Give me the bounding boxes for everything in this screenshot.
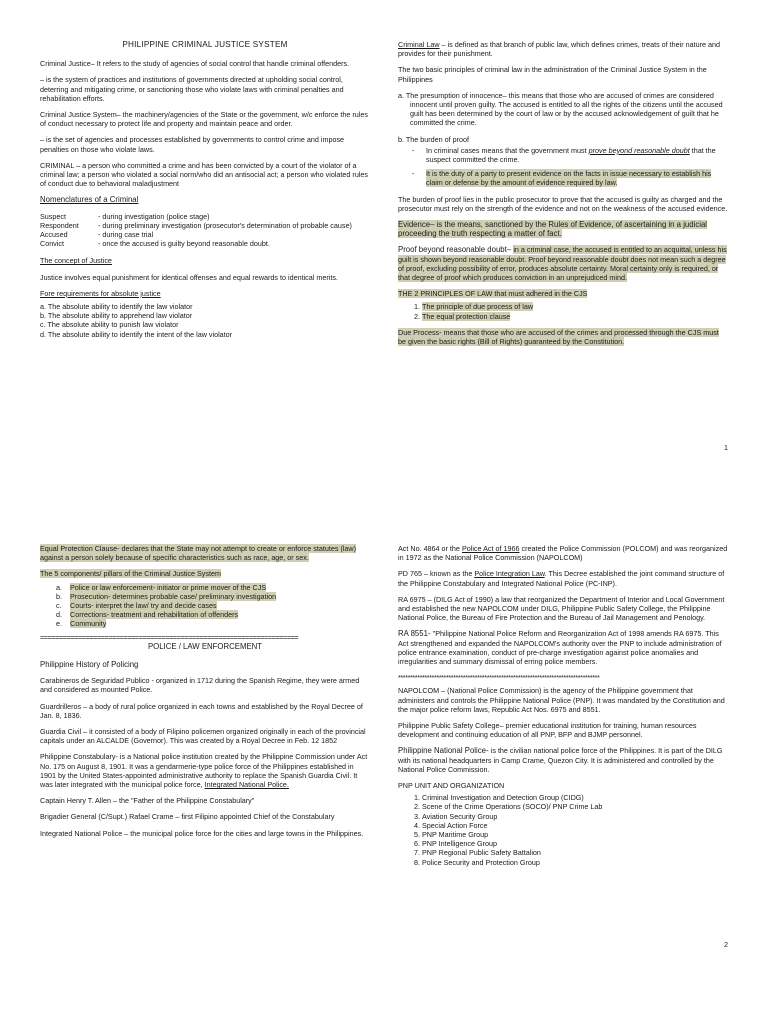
policing-history-heading: Philippine History of Policing <box>40 660 139 670</box>
text: Act No. 4864 or the <box>398 544 462 553</box>
pd-765-entry <box>398 569 728 587</box>
absolute-justice-list <box>40 302 370 339</box>
table-row <box>40 212 352 221</box>
definition: - once the accused is guilty beyond reasonable doubt. <box>98 239 270 249</box>
list-item: d. The absolute ability to identify the intent of the law violator <box>40 329 233 339</box>
page-2 <box>0 530 768 1024</box>
list-item: 7. PNP Regional Public Safety Battalion <box>422 848 728 857</box>
act-4864-entry <box>398 544 728 562</box>
page-number: 2 <box>724 940 728 949</box>
allen-entry: Captain Henry T. Allen – the "Father of the Philippine Constabulary" <box>40 796 255 806</box>
highlighted-text: Evidence– is the means, sanctioned by the Rules of Evidence, of ascertaining in a judicial proceeding the truth respecting a matter of fact. <box>398 220 708 239</box>
due-process-definition <box>398 328 728 346</box>
list-marker: b. <box>56 591 62 601</box>
napolcom-entry: NAPOLCOM – (National Police Commission) is the agency of the Philippine government that administers and controls the Philippine National Police (PNP). It was mandated by the Constitution and the major police reform laws, Republic Act Nos. 6975 and 8551. <box>398 686 725 714</box>
page-number: 1 <box>724 443 728 452</box>
underlined-text: Police Act of 1966 <box>461 544 520 553</box>
ppsc-entry: Philippine Public Safety College– premier educational institution for training, human resources development and continuing education of all PNP, BFP and BJMP personnel. <box>398 721 697 740</box>
definition: - during case trial <box>98 230 154 240</box>
list-marker: e. <box>56 619 62 629</box>
list-item <box>56 592 370 601</box>
two-principles-heading: The two basic principles of criminal law in the administration of the Criminal Justice System in the Philippines <box>398 65 707 84</box>
list-marker: d. <box>56 610 62 620</box>
criminal-justice-definition-2: – is the system of practices and institutions of governments directed at upholding social control, deterring and mitigating crime, or sanctioning those who violate laws with criminal penalties and rehabilitation efforts. <box>40 75 344 103</box>
term: Respondent <box>40 220 79 230</box>
crame-entry: Brigadier General (C/Supt.) Rafael Crame – first Filipino appointed Chief of the Constabulary <box>40 812 335 822</box>
burden-of-proof-list <box>398 146 728 188</box>
term: Accused <box>40 230 68 240</box>
highlighted-text: Police or law enforcement- initiator or prime mover of the CJS <box>70 582 267 592</box>
page2-right-column <box>398 544 728 874</box>
highlighted-text: Due Process- means that those who are accused of the crimes and processed through the CJS must be given the basic rights (Bill of Rights) guaranteed by the Constitution. <box>398 327 719 347</box>
list-item: 5. PNP Maritime Group <box>422 830 728 839</box>
term: Convict <box>40 239 64 249</box>
list-item: c. The absolute ability to punish law violator <box>40 320 179 330</box>
definition: - during investigation (police stage) <box>98 211 210 221</box>
highlighted-text: Prosecution- determines probable case/ preliminary investigation <box>70 591 277 601</box>
text: created the Police Commission (POLCOM) and was reorganized in 1972 as the National Police Commission (NAPOLCOM) <box>398 544 728 563</box>
page-1 <box>0 0 768 470</box>
list-item: a. The absolute ability to identify the law violator <box>40 302 193 312</box>
highlighted-text: The principle of due process of law <box>422 302 534 312</box>
text: PD 765 – known as the <box>398 569 475 579</box>
list-marker: a. <box>56 582 62 592</box>
highlighted-text: The 5 components/ pillars of the Criminal Justice System <box>40 569 221 579</box>
page1-right-column <box>398 40 728 353</box>
list-item <box>56 601 370 610</box>
definition: - during preliminary investigation (prosecutor's determination of probable cause) <box>98 220 352 230</box>
page1-left-column <box>40 40 370 339</box>
text: RA 8551- <box>398 629 433 639</box>
highlighted-text: The equal protection clause <box>422 311 511 321</box>
underlined-text: Police Integration Law <box>474 569 545 579</box>
list-item <box>56 610 370 619</box>
pnp-entry <box>398 746 728 774</box>
carabineros-entry: Carabineros de Seguridad Publico - organized in 1712 during the Spanish Regime, they were armed and considered as mounted Police. <box>40 676 360 695</box>
evidence-definition <box>398 220 728 238</box>
burden-of-proof-paragraph: The burden of proof lies in the public prosecutor to prove that the accused is guilty as charged and the prosecutor must rely on the strength of the evidence and not on the weakness of the accused evidence. <box>398 194 728 213</box>
underlined-text: Integrated National Police. <box>204 780 289 790</box>
list-item <box>412 169 728 187</box>
term: Proof beyond reasonable doubt– <box>398 245 514 255</box>
list-item <box>422 302 728 311</box>
justice-concept-text: Justice involves equal punishment for identical offenses and equal rewards to identical merits. <box>40 272 338 282</box>
highlighted-text: THE 2 PRINCIPLES OF LAW that must adhered in the CJS <box>398 289 588 299</box>
cjs-definition: Criminal Justice System– the machinery/agencies of the State or the government, w/c enforce the rules of conduct necessary to protect life and property and maintain peace and order. <box>40 110 368 129</box>
text: is the civilian national police force of the Philippines. It is part of the DILG with its national headquarters in Camp Crame, Quezon City. It is administered and controlled by the National Police Commission. <box>398 746 723 774</box>
list-item <box>412 146 728 164</box>
text: Philippine Constabulary- is a National police institution created by the Philippine Commission under Act No. 175 on August 8, 1901. It was a gendarmerie-type police force of the Philippines established in 1901 by the United States-appointed administrative authority to replace the Spanish Guardia Civil. It was later integrated with the municipal police force, <box>40 752 368 790</box>
table-row <box>40 239 352 248</box>
highlighted-text: Corrections- treatment and rehabilitation of offenders <box>70 610 239 620</box>
nomenclature-table <box>40 212 352 249</box>
highlighted-text: Community <box>70 619 107 629</box>
highlighted-text: Courts- interpret the law/ try and decide cases <box>70 601 217 611</box>
police-section-title: POLICE / LAW ENFORCEMENT <box>147 641 263 651</box>
list-item <box>56 619 370 628</box>
law-principles-list <box>398 302 728 320</box>
document-title: PHILIPPINE CRIMINAL JUSTICE SYSTEM <box>122 40 288 49</box>
criminal-law-term: Criminal Law <box>398 40 440 49</box>
ra-6975-entry: RA 6975 – (DILG Act of 1990) a law that reorganized the Department of Interior and Local Government and established the new NAPOLCOM under DILG, Philippine Public Safety College, the Philippine National Police, the Bureau of Fire Protection and the Bureau of Jail Management and Penology. <box>398 594 725 623</box>
nomenclatures-heading: Nomenclatures of a Criminal <box>40 195 139 205</box>
five-pillars-heading <box>40 569 370 578</box>
list-item: 8. Police Security and Protection Group <box>422 858 728 867</box>
page2-left-column <box>40 544 370 845</box>
text: In criminal cases means that the government must <box>426 145 589 155</box>
list-item <box>422 312 728 321</box>
highlighted-text: Equal Protection Clause- declares that the State may not attempt to create or enforce statutes (law) against a person solely because of specific characteristics such as race, age, or sex. <box>40 544 357 563</box>
list-item: 1. Criminal Investigation and Detection Group (CIDG) <box>422 793 728 802</box>
term: Suspect <box>40 211 66 221</box>
list-item: 6. PNP Intelligence Group <box>422 839 728 848</box>
criminal-justice-definition: Criminal Justice– It refers to the study of agencies of social control that handle criminal offenders. <box>40 59 350 69</box>
five-pillars-list <box>40 583 370 629</box>
proof-beyond-doubt <box>398 245 728 282</box>
text: that the suspect committed the crime. <box>426 145 716 165</box>
pnp-units-list <box>398 793 728 867</box>
text: "Philippine National Police Reform and Reorganization Act of 1998 amends RA 6975. This Act strengthened and expanded the NAPOLCOM's authority over the PNP to include administration of police entrance examination, conduct of pre-charge investigation against police anomalies and irregularities and summary dismissal of erring police members. <box>398 629 722 667</box>
criminal-definition: CRIMINAL – a person who committed a crime and has been convicted by a court of the violator of a criminal law; a person who violated a social norm/who did an antisocial act; a person who violated rules of conduct due to behavioral maladjustment <box>40 160 368 189</box>
text: Philippine National Police- <box>398 746 491 756</box>
list-item: 4. Special Action Force <box>422 821 728 830</box>
two-law-principles-heading <box>398 289 728 298</box>
equal-protection-clause <box>40 544 370 562</box>
highlighted-text: It is the duty of a party to present evidence on the facts in issue necessary to establish his claim or defense by the amount of evidence required by law. <box>426 169 712 188</box>
cjs-definition-2: – is the set of agencies and processes established by governments to control crime and impose penalties on those who violate laws. <box>40 135 345 154</box>
table-row <box>40 230 352 239</box>
list-item: 2. Scene of the Crime Operations (SOCO)/ PNP Crime Lab <box>422 802 728 811</box>
list-item: b. The absolute ability to apprehend law violator <box>40 311 193 321</box>
list-item <box>56 583 370 592</box>
highlighted-text: in a criminal case, the accused is entitled to an acquittal, unless his guilt is shown beyond reasonable doubt. Proof beyond reasonable doubt does not mean such a degree of proof, excluding possibility of error, produces absolute certainty. Moral certainty only is required, or that degree of proof which produces conviction in an unprejudiced mind. <box>398 245 727 283</box>
text: . This Decree established the joint command structure of the Philippine Constabulary and Integrated National Police (PC-INP). <box>398 569 725 588</box>
inp-entry: Integrated National Police – the municipal police force for the cities and large towns in the Philippines. <box>40 828 364 838</box>
criminal-law-text: – is defined as that branch of public law, which defines crimes, treats of their nature and provides for their punishment. <box>398 40 721 59</box>
justice-concept-heading: The concept of Justice <box>40 256 112 266</box>
burden-of-proof-heading: b. The burden of proof <box>398 134 469 144</box>
guardrilleros-entry: Guardrilleros – a body of rural police organized in each towns and established by the Royal Decree of Jan. 8, 1836. <box>40 701 363 720</box>
guardia-civil-entry: Guardia Civil – it consisted of a body of Filipino policemen organized originally in each of the provincial capitals under an ALCALDE (Governor). This was created by a Royal Decree in Feb. 12 1852 <box>40 727 366 746</box>
table-row <box>40 221 352 230</box>
section-separator: ==================================================================== <box>40 632 299 642</box>
presumption-of-innocence: a. The presumption of innocence– this means that those who are accused of crimes are considered innocent until proven guilty. The accused is entitled to all the rights of the citizens until the accused guilt has been determined by the court of law or by the accused acknowledgement of guilt that he committed the crime. <box>398 90 723 128</box>
star-separator: ************************************************************************************ <box>398 673 600 683</box>
criminal-law-definition <box>398 40 728 58</box>
pnp-units-heading: PNP UNIT AND ORGANIZATION <box>398 781 505 791</box>
ra-8551-entry <box>398 629 728 666</box>
list-item: 3. Aviation Security Group <box>422 812 728 821</box>
absolute-justice-heading: Fore requirements for absolute justice <box>40 288 161 298</box>
constabulary-entry <box>40 752 370 789</box>
list-marker: c. <box>56 601 62 611</box>
emphasis-text: prove beyond reasonable doubt <box>588 145 690 155</box>
